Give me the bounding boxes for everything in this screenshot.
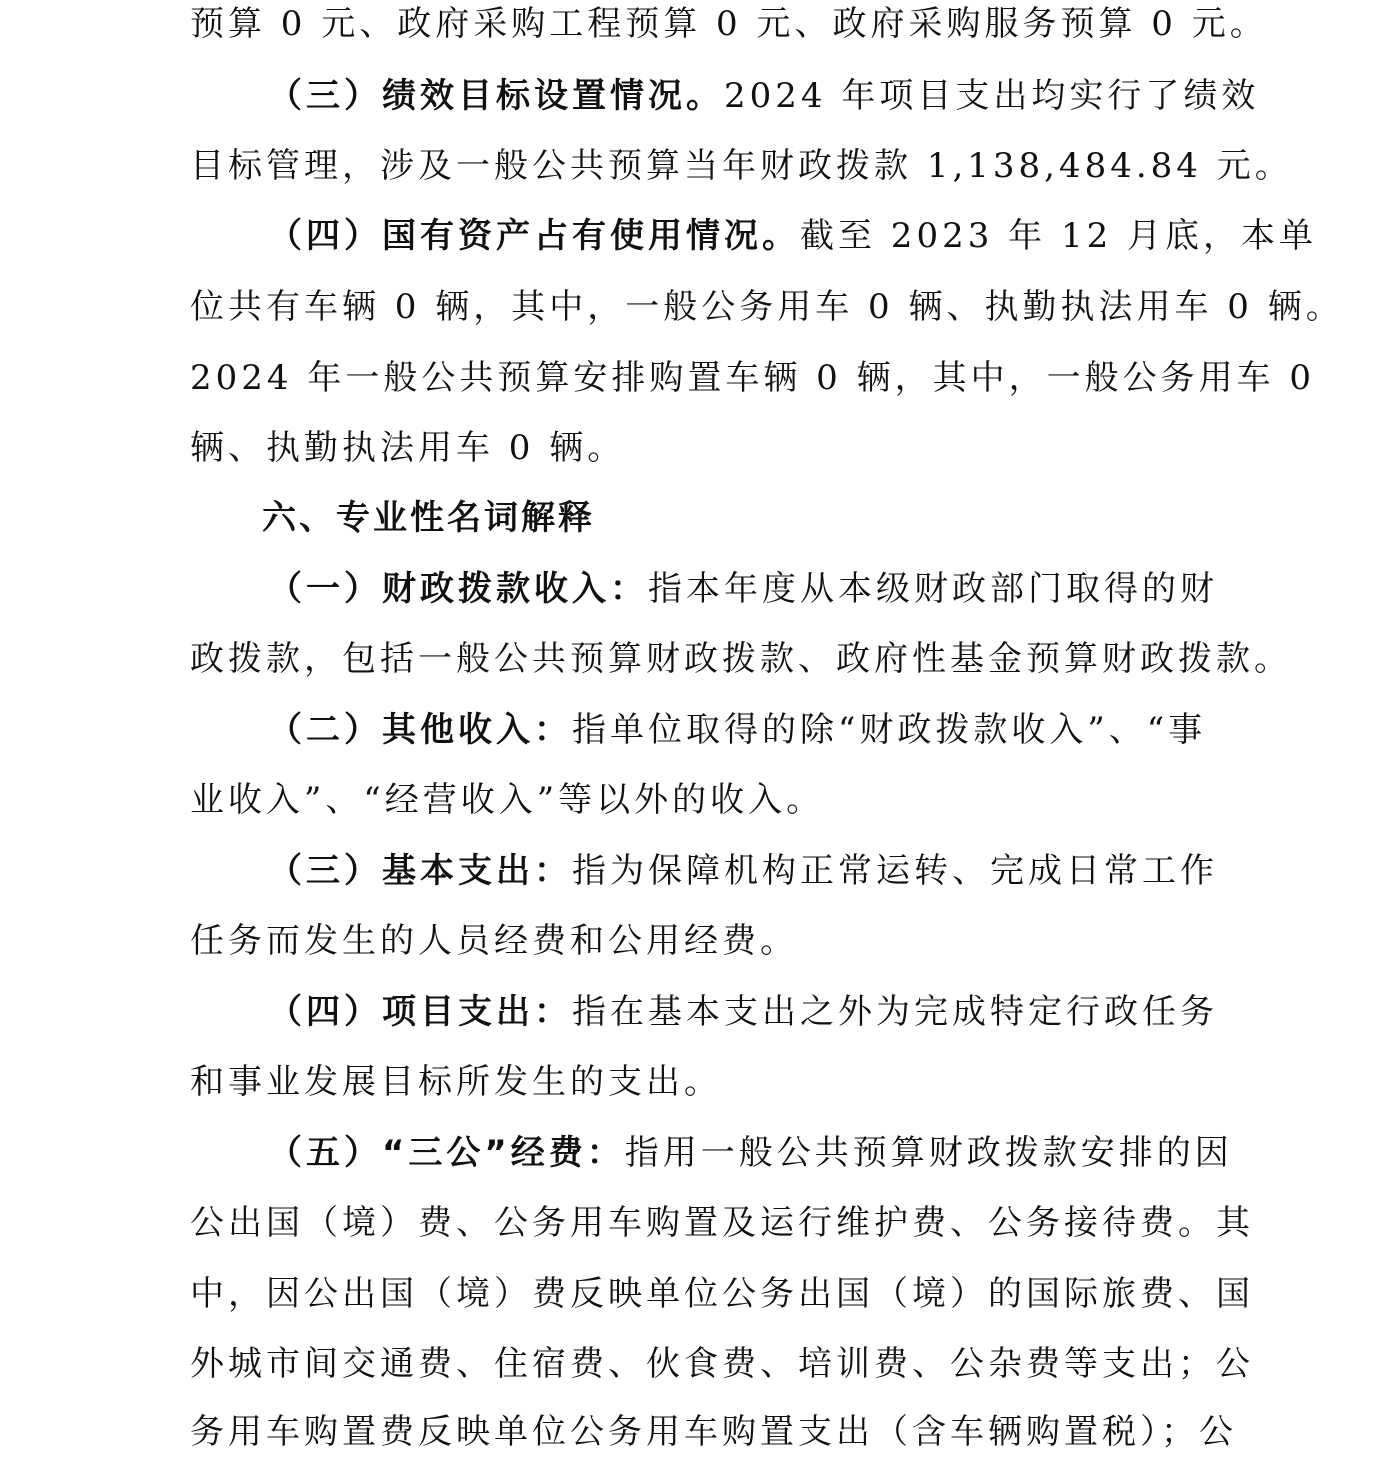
line-text: 指单位取得的除“财政拨款收入”、“事: [572, 710, 1207, 750]
paragraph-line: [268, 988, 1228, 1058]
paragraph-line: [190, 354, 1316, 424]
paragraph-line: [190, 1408, 1237, 1478]
paragraph-line: [268, 1129, 1233, 1199]
section-heading-text: 六、专业性名词解释: [262, 498, 595, 538]
line-text: 指在基本支出之外为完成特定行政任务: [572, 992, 1218, 1032]
line-text: 和事业发展目标所发生的支出。: [190, 1062, 722, 1102]
term-title: （四）项目支出：: [268, 992, 572, 1032]
line-text: 中，因公出国（境）费反映单位公务出国（境）的国际旅费、国: [190, 1274, 1254, 1314]
paragraph-line: [268, 212, 1318, 282]
line-text: 业收入”、“经营收入”等以外的收入。: [190, 780, 825, 820]
paragraph-line: [190, 424, 1230, 494]
paragraph-line: [190, 142, 1293, 212]
line-text: 2024 年项目支出均实行了绩效: [724, 76, 1260, 116]
paragraph-line: [190, 635, 1292, 705]
line-text: 公出国（境）费、公务用车购置及运行维护费、公务接待费。其: [190, 1203, 1254, 1243]
line-text: 务用车购置费反映单位公务用车购置支出（含车辆购置税）；公: [190, 1412, 1237, 1452]
line-text: 任务而发生的人员经费和公用经费。: [190, 921, 798, 961]
paragraph-line: [190, 917, 1230, 987]
line-text: 政拨款，包括一般公共预算财政拨款、政府性基金预算财政拨款。: [190, 639, 1292, 679]
subsection-title: （四）国有资产占有使用情况。: [268, 216, 800, 256]
paragraph-line: [190, 1058, 1230, 1128]
paragraph-line: [190, 1340, 1254, 1410]
line-text: 指为保障机构正常运转、完成日常工作: [572, 851, 1218, 891]
line-text: 截至 2023 年 12 月底，本单: [800, 216, 1318, 256]
line-text: 目标管理，涉及一般公共预算当年财政拨款 1,138,484.84 元。: [190, 146, 1293, 186]
term-title: （二）其他收入：: [268, 710, 572, 750]
term-title: （三）基本支出：: [268, 851, 572, 891]
line-text: 预算 0 元、政府采购工程预算 0 元、政府采购服务预算 0 元。: [190, 4, 1268, 44]
paragraph-line: [190, 1199, 1254, 1269]
subsection-title: （三）绩效目标设置情况。: [268, 76, 724, 116]
paragraph-line: [190, 1270, 1254, 1340]
line-text: 外城市间交通费、住宿费、伙食费、培训费、公杂费等支出；公: [190, 1344, 1254, 1384]
line-text: 指用一般公共预算财政拨款安排的因: [624, 1133, 1233, 1173]
paragraph-line: [268, 72, 1260, 142]
line-text: 辆、执勤执法用车 0 辆。: [190, 428, 626, 468]
paragraph-line: [268, 706, 1228, 776]
section-heading: [262, 494, 1302, 564]
paragraph-line: [268, 847, 1228, 917]
term-title: （一）财政拨款收入：: [268, 569, 648, 609]
line-text: 位共有车辆 0 辆，其中，一般公务用车 0 辆、执勤执法用车 0 辆。: [190, 287, 1344, 327]
term-title: （五）“三公”经费：: [268, 1133, 625, 1173]
paragraph-line: [190, 283, 1344, 353]
paragraph-line: [268, 565, 1228, 635]
paragraph-line: [190, 0, 1268, 70]
line-text: 2024 年一般公共预算安排购置车辆 0 辆，其中，一般公务用车 0: [190, 358, 1316, 398]
paragraph-line: [190, 776, 1230, 846]
line-text: 指本年度从本级财政部门取得的财: [648, 569, 1218, 609]
